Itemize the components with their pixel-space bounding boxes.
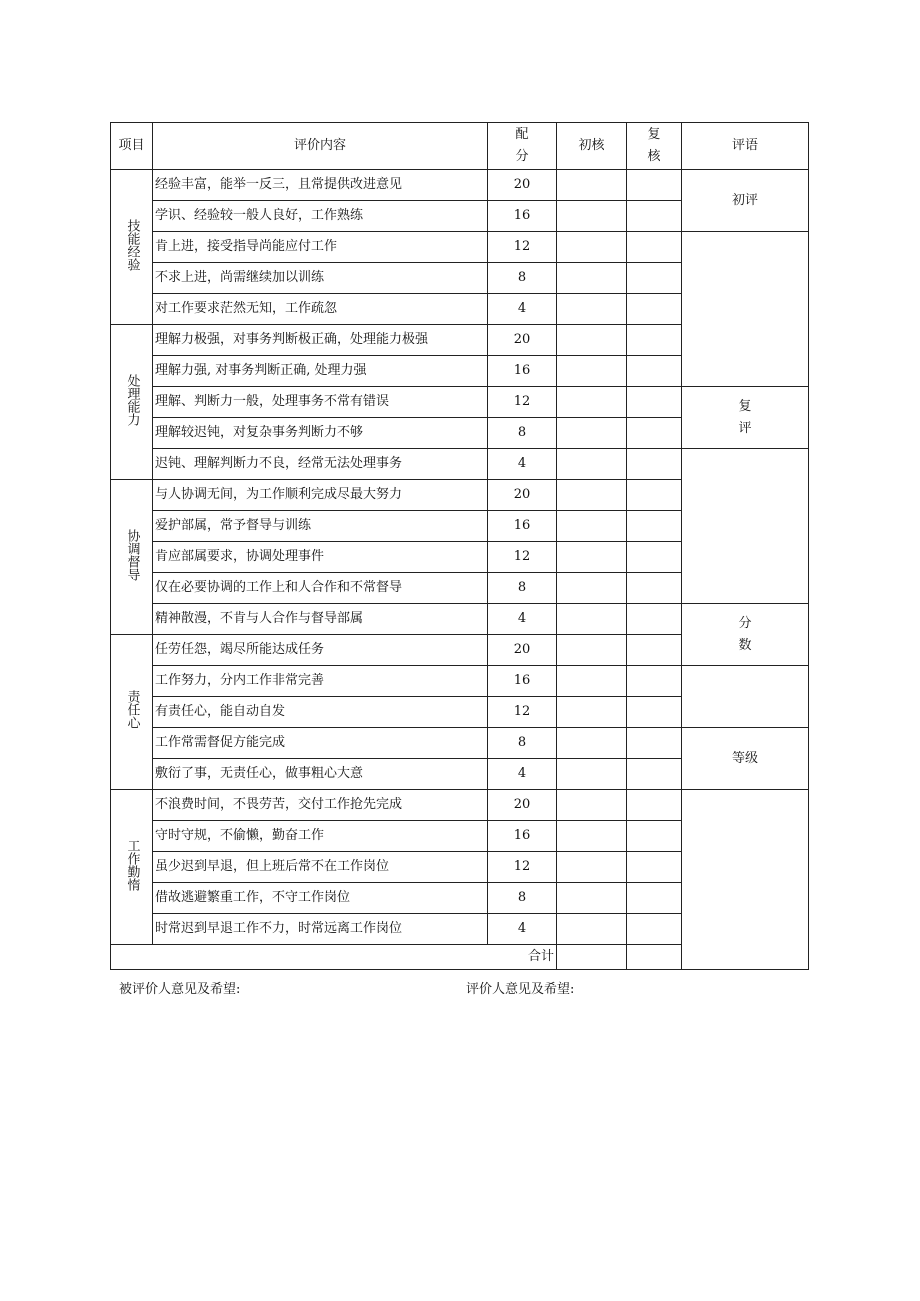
criterion-score: 4 [488,759,557,790]
evaluation-table [110,122,809,970]
criterion-text: 精神散漫，不肯与人合作与督导部属 [153,604,488,635]
initial-check-cell[interactable] [557,790,627,821]
review-cell[interactable] [627,170,682,201]
header-review [627,123,682,170]
remark-review-box[interactable] [682,449,809,604]
criterion-text: 经验丰富，能举一反三，且常提供改进意见 [153,170,488,201]
header-row [111,123,809,170]
criterion-score: 20 [488,635,557,666]
initial-check-cell[interactable] [557,387,627,418]
criterion-score: 20 [488,480,557,511]
initial-check-cell[interactable] [557,573,627,604]
criterion-text: 时常迟到早退工作不力，时常远离工作岗位 [153,914,488,945]
total-review-cell[interactable] [627,945,682,970]
group-label-coordination [111,480,153,635]
initial-check-cell[interactable] [557,356,627,387]
group-name: 处理能力 [124,373,140,426]
criterion-score: 16 [488,821,557,852]
initial-check-cell[interactable] [557,294,627,325]
criterion-text: 肯上进，接受指导尚能应付工作 [153,232,488,263]
header-score [488,123,557,170]
review-cell[interactable] [627,604,682,635]
criterion-text: 不求上进，尚需继续加以训练 [153,263,488,294]
criterion-score: 20 [488,325,557,356]
review-cell[interactable] [627,728,682,759]
review-cell[interactable] [627,387,682,418]
table-row [111,728,809,759]
review-cell[interactable] [627,635,682,666]
criterion-text: 工作常需督促方能完成 [153,728,488,759]
remark-review-bottom: 评 [738,420,752,436]
table-row [111,232,809,263]
group-name: 技能经验 [124,218,140,271]
criterion-text: 虽少迟到早退，但上班后常不在工作岗位 [153,852,488,883]
criterion-text: 理解力极强，对事务判断极正确，处理能力极强 [153,325,488,356]
group-label-diligence [111,790,153,945]
review-cell[interactable] [627,480,682,511]
initial-check-cell[interactable] [557,480,627,511]
criterion-text: 任劳任怨，竭尽所能达成任务 [153,635,488,666]
remark-initial-box[interactable] [682,232,809,387]
criterion-text: 学识、经验较一般人良好，工作熟练 [153,201,488,232]
initial-check-cell[interactable] [557,542,627,573]
review-cell[interactable] [627,573,682,604]
criterion-score: 4 [488,914,557,945]
initial-check-cell[interactable] [557,511,627,542]
remark-score-box[interactable] [682,666,809,728]
criterion-score: 20 [488,790,557,821]
initial-check-cell[interactable] [557,852,627,883]
criterion-text: 理解、判断力一般，处理事务不常有错误 [153,387,488,418]
initial-check-cell[interactable] [557,232,627,263]
table-row [111,790,809,821]
initial-check-cell[interactable] [557,170,627,201]
initial-check-cell[interactable] [557,821,627,852]
initial-check-cell[interactable] [557,759,627,790]
review-cell[interactable] [627,542,682,573]
group-name: 协调督导 [124,528,140,581]
criterion-text: 有责任心，能自动自发 [153,697,488,728]
criterion-text: 理解较迟钝，对复杂事务判断力不够 [153,418,488,449]
criterion-score: 16 [488,666,557,697]
header-review-bottom: 核 [647,149,661,164]
review-cell[interactable] [627,232,682,263]
evaluatee-opinion-label: 被评价人意见及希望: [119,982,241,997]
initial-check-cell[interactable] [557,604,627,635]
review-cell[interactable] [627,356,682,387]
criterion-score: 12 [488,542,557,573]
initial-check-cell[interactable] [557,914,627,945]
group-label-handling [111,325,153,480]
criterion-score: 8 [488,883,557,914]
criterion-score: 8 [488,573,557,604]
criterion-text: 迟钝、理解判断力不良，经常无法处理事务 [153,449,488,480]
header-item: 项目 [111,123,153,170]
remark-review-top: 复 [738,398,752,414]
criterion-score: 12 [488,697,557,728]
criterion-text: 不浪费时间，不畏劳苦，交付工作抢先完成 [153,790,488,821]
review-cell[interactable] [627,418,682,449]
criterion-text: 对工作要求茫然无知，工作疏忽 [153,294,488,325]
criterion-text: 仅在必要协调的工作上和人合作和不常督导 [153,573,488,604]
remark-score [682,604,809,666]
review-cell[interactable] [627,790,682,821]
review-cell[interactable] [627,294,682,325]
criterion-text: 守时守规，不偷懒，勤奋工作 [153,821,488,852]
table-row [111,604,809,635]
criterion-text: 肯应部属要求，协调处理事件 [153,542,488,573]
initial-check-cell[interactable] [557,201,627,232]
review-cell[interactable] [627,883,682,914]
criterion-score: 20 [488,170,557,201]
criterion-score: 12 [488,387,557,418]
review-cell[interactable] [627,914,682,945]
remark-score-top: 分 [738,615,752,631]
initial-check-cell[interactable] [557,635,627,666]
group-name: 责任心 [124,690,140,729]
initial-check-cell[interactable] [557,728,627,759]
initial-check-cell[interactable] [557,883,627,914]
group-label-skill [111,170,153,325]
remark-initial: 初评 [682,170,809,232]
review-cell[interactable] [627,201,682,232]
criterion-score: 4 [488,294,557,325]
header-score-bottom: 分 [515,149,529,164]
initial-check-cell[interactable] [557,263,627,294]
criterion-score: 4 [488,449,557,480]
criterion-text: 敷衍了事，无责任心，做事粗心大意 [153,759,488,790]
group-name: 工作勤惰 [124,838,140,891]
review-cell[interactable] [627,511,682,542]
criterion-score: 8 [488,263,557,294]
header-review-top: 复 [647,127,661,142]
criterion-score: 8 [488,728,557,759]
review-cell[interactable] [627,759,682,790]
header-remarks: 评语 [682,123,809,170]
initial-check-cell[interactable] [557,449,627,480]
criterion-score: 4 [488,604,557,635]
review-cell[interactable] [627,666,682,697]
criterion-text: 理解力强, 对事务判断正确, 处理力强 [153,356,488,387]
table-row [111,170,809,201]
initial-check-cell[interactable] [557,666,627,697]
review-cell[interactable] [627,821,682,852]
initial-check-cell[interactable] [557,325,627,356]
table-row [111,387,809,418]
table-row [111,449,809,480]
review-cell[interactable] [627,263,682,294]
criterion-score: 12 [488,232,557,263]
criterion-score: 12 [488,852,557,883]
criterion-score: 16 [488,356,557,387]
total-label: 合计 [111,945,557,970]
review-cell[interactable] [627,325,682,356]
review-cell[interactable] [627,697,682,728]
initial-check-cell[interactable] [557,697,627,728]
remark-review [682,387,809,449]
remark-score-bottom: 数 [738,637,752,653]
group-label-responsibility [111,635,153,790]
criterion-text: 借故逃避繁重工作，不守工作岗位 [153,883,488,914]
criterion-score: 8 [488,418,557,449]
criterion-text: 工作努力，分内工作非常完善 [153,666,488,697]
initial-check-cell[interactable] [557,418,627,449]
evaluator-opinion-label: 评价人意见及希望: [466,982,575,997]
remark-grade-box[interactable] [682,790,809,970]
criterion-text: 与人协调无间，为工作顺利完成尽最大努力 [153,480,488,511]
table-row [111,666,809,697]
header-initial-check: 初核 [557,123,627,170]
total-initial-cell[interactable] [557,945,627,970]
criterion-score: 16 [488,511,557,542]
remark-grade: 等级 [682,728,809,790]
review-cell[interactable] [627,449,682,480]
header-content: 评价内容 [153,123,488,170]
review-cell[interactable] [627,852,682,883]
criterion-text: 爱护部属，常予督导与训练 [153,511,488,542]
header-score-top: 配 [515,127,529,142]
criterion-score: 16 [488,201,557,232]
